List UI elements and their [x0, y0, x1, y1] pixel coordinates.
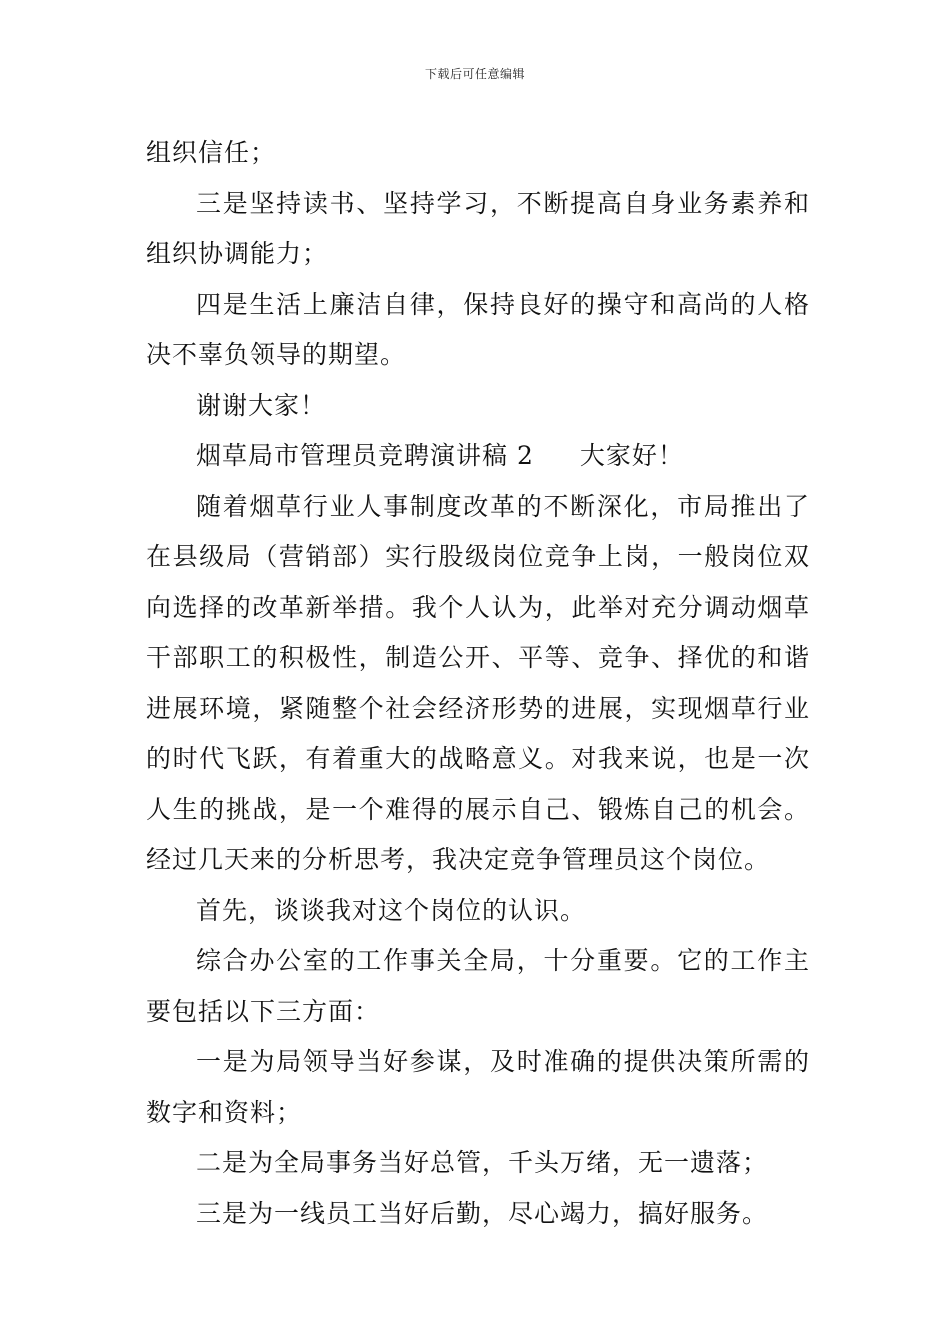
- paragraph-thanks: 谢谢大家！: [196, 390, 327, 420]
- paragraph-office-work: 综合办公室的工作事关全局，十分重要。它的工作主要包括以下三方面：: [146, 946, 810, 1026]
- paragraph-study: 三是坚持读书、坚持学习，不断提高自身业务素养和组织协调能力；: [146, 188, 810, 268]
- paragraph-item-two: 二是为全局事务当好总管，千头万绪，无一遗落；: [196, 1148, 769, 1177]
- speech-title-line: [146, 431, 810, 482]
- speech-greeting: 大家好！: [579, 441, 684, 470]
- speech-title: 烟草局市管理员竞聘演讲稿 2: [196, 441, 534, 470]
- paragraph-reform: 随着烟草行业人事制度改革的不断深化，市局推出了在县级局（营销部）实行股级岗位竞争上岗，一般岗位双向选择的改革新举措。我个人认为，此举对充分调动烟草干部职工的积极性，制造公开、平等、竞争、择优的和谐进展环境，紧随整个社会经济形势的进展，实现烟草行业的时代飞跃，有着重大的战略意义。对我来说，也是一次人生的挑战，是一个难得的展示自己、锻炼自己的机会。经过几天来的分析思考，我决定竞争管理员这个岗位。: [146, 491, 810, 874]
- paragraph-first-point: 首先，谈谈我对这个岗位的认识。: [196, 895, 587, 925]
- paragraph-organization-trust: 组织信任；: [146, 138, 277, 167]
- paragraph-item-one: 一是为局领导当好参谋，及时准确的提供决策所需的数字和资料；: [146, 1047, 810, 1127]
- document-body: [146, 128, 810, 1239]
- paragraph-item-three: 三是为一线员工当好后勤，尽心竭力，搞好服务。: [196, 1198, 769, 1228]
- page-header: 下载后可任意编辑: [424, 67, 525, 81]
- paragraph-integrity: 四是生活上廉洁自律，保持良好的操守和高尚的人格决不辜负领导的期望。: [146, 289, 810, 369]
